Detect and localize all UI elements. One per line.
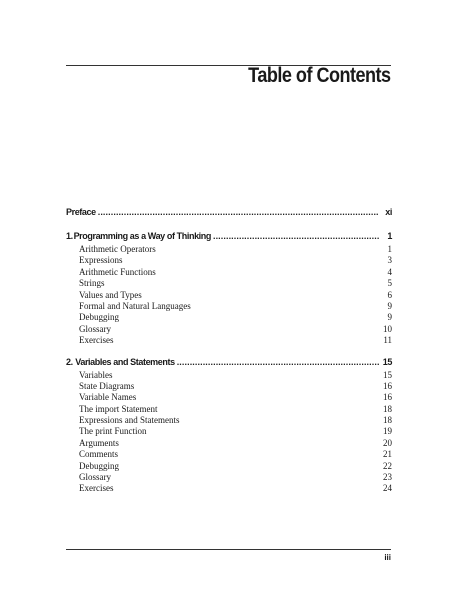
section-page: 16 [383, 380, 392, 391]
dot-leader [213, 231, 379, 241]
bottom-rule [66, 549, 391, 550]
section-title: Formal and Natural Languages [79, 300, 191, 311]
page-title: Table of Contents [248, 64, 391, 87]
toc-entry-section[interactable] [66, 472, 392, 483]
toc-entry-section[interactable] [66, 426, 392, 437]
chapter-title: Variables and Statements [75, 356, 175, 367]
section-title: Variable Names [79, 392, 137, 403]
toc-entry-section[interactable] [66, 278, 392, 289]
toc-entry-chapter[interactable] [66, 231, 392, 244]
section-title: Variables [79, 369, 113, 380]
section-title: Glossary [79, 472, 111, 483]
toc-entry-page: xi [385, 207, 392, 217]
section-title: Exercises [79, 483, 114, 494]
section-title: Arithmetic Operators [79, 244, 156, 254]
toc-entry-section[interactable] [66, 415, 392, 426]
section-title: State Diagrams [79, 380, 135, 391]
chapter-page: 15 [382, 356, 392, 367]
section-page: 9 [387, 312, 392, 323]
section-title: Debugging [79, 460, 119, 471]
section-title: The print Function [79, 426, 147, 437]
toc-entry-section[interactable] [66, 335, 392, 346]
toc-entry-section[interactable] [66, 461, 392, 472]
dot-leader [177, 357, 379, 367]
section-title: Arithmetic Functions [79, 266, 156, 277]
section-page: 10 [383, 323, 392, 334]
toc-entry-chapter[interactable] [66, 357, 392, 370]
chapter-number: 2. [66, 356, 73, 367]
section-page: 18 [383, 415, 392, 426]
section-title: Exercises [79, 335, 114, 346]
table-of-contents [66, 207, 392, 495]
section-page: 9 [387, 300, 392, 311]
section-page: 20 [383, 437, 392, 448]
section-page: 18 [383, 403, 392, 414]
section-page: 5 [387, 278, 392, 289]
section-title: Comments [79, 449, 119, 460]
section-title: Glossary [79, 323, 111, 334]
section-page: 16 [383, 392, 392, 403]
toc-entry-preface[interactable] [66, 207, 392, 220]
toc-entry-section[interactable] [66, 483, 392, 494]
page-folio: iii [384, 553, 391, 562]
section-title: Values and Types [79, 289, 142, 300]
chapter-title: Programming as a Way of Thinking [73, 231, 211, 241]
section-page: 22 [383, 460, 392, 471]
section-page: 4 [387, 266, 392, 277]
toc-entry-section[interactable] [66, 301, 392, 312]
toc-entry-section[interactable] [66, 381, 392, 392]
section-page: 21 [383, 449, 392, 460]
chapter-number: 1. [66, 231, 73, 241]
section-page: 23 [383, 472, 392, 483]
section-page: 3 [387, 255, 392, 266]
section-page: 24 [383, 483, 392, 494]
chapter-page: 1 [387, 231, 392, 241]
section-page: 15 [383, 369, 392, 380]
section-title: The import Statement [79, 403, 158, 414]
toc-entry-label: Preface [66, 207, 96, 217]
toc-entry-section[interactable] [66, 438, 392, 449]
section-title: Strings [79, 278, 105, 289]
toc-entry-section[interactable] [66, 324, 392, 335]
section-title: Arguments [79, 437, 119, 448]
section-page: 19 [383, 426, 392, 437]
section-title: Expressions and Statements [79, 415, 180, 426]
toc-entry-section[interactable] [66, 312, 392, 323]
toc-entry-section[interactable] [66, 449, 392, 460]
toc-entry-section[interactable] [66, 404, 392, 415]
section-title: Debugging [79, 312, 119, 323]
section-page: 1 [387, 244, 392, 254]
section-page: 6 [387, 289, 392, 300]
toc-entry-section[interactable] [66, 392, 392, 403]
chapter-list [66, 231, 392, 495]
toc-entry-section[interactable] [66, 290, 392, 301]
toc-entry-section[interactable] [66, 370, 392, 381]
dot-leader [98, 207, 379, 217]
section-title: Expressions [79, 255, 123, 266]
toc-entry-section[interactable] [66, 244, 392, 255]
section-page: 11 [383, 335, 392, 346]
toc-entry-section[interactable] [66, 255, 392, 266]
toc-entry-section[interactable] [66, 267, 392, 278]
